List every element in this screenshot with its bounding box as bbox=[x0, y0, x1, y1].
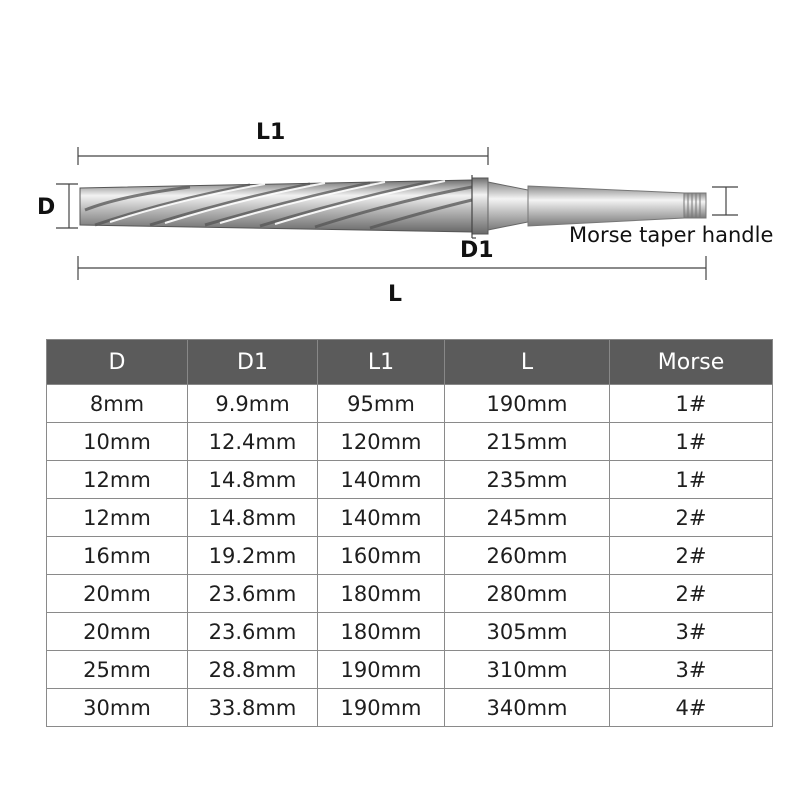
table-row bbox=[47, 613, 773, 651]
cell-morse: 4# bbox=[610, 689, 773, 727]
cell-d: 20mm bbox=[47, 575, 188, 613]
header-morse: Morse bbox=[610, 340, 773, 385]
table-row bbox=[47, 499, 773, 537]
cell-d: 12mm bbox=[47, 461, 188, 499]
header-l1: L1 bbox=[318, 340, 445, 385]
header-d: D bbox=[47, 340, 188, 385]
cell-l1: 140mm bbox=[318, 461, 445, 499]
header-d1: D1 bbox=[188, 340, 318, 385]
l1-dimension-line bbox=[78, 147, 488, 165]
cell-d: 12mm bbox=[47, 499, 188, 537]
fluted-body bbox=[80, 180, 472, 232]
cell-l: 235mm bbox=[445, 461, 610, 499]
table-row bbox=[47, 461, 773, 499]
cell-l: 305mm bbox=[445, 613, 610, 651]
cell-morse: 1# bbox=[610, 423, 773, 461]
cell-d1: 14.8mm bbox=[188, 499, 318, 537]
shank-end-dimension-line bbox=[712, 187, 738, 215]
cell-l: 245mm bbox=[445, 499, 610, 537]
cell-d1: 23.6mm bbox=[188, 575, 318, 613]
reamer-neck bbox=[472, 178, 528, 234]
cell-morse: 1# bbox=[610, 461, 773, 499]
table-row bbox=[47, 651, 773, 689]
cell-morse: 2# bbox=[610, 499, 773, 537]
cell-d: 20mm bbox=[47, 613, 188, 651]
cell-d1: 33.8mm bbox=[188, 689, 318, 727]
cell-d1: 19.2mm bbox=[188, 537, 318, 575]
cell-d: 25mm bbox=[47, 651, 188, 689]
cell-d1: 14.8mm bbox=[188, 461, 318, 499]
spec-table bbox=[46, 339, 773, 727]
l-dimension-line bbox=[78, 256, 706, 280]
l-label: L bbox=[388, 282, 403, 307]
cell-l: 260mm bbox=[445, 537, 610, 575]
cell-l1: 190mm bbox=[318, 689, 445, 727]
cell-d1: 28.8mm bbox=[188, 651, 318, 689]
cell-d1: 23.6mm bbox=[188, 613, 318, 651]
reamer-diagram bbox=[0, 0, 800, 320]
reamer-drawing bbox=[0, 0, 800, 320]
cell-d: 16mm bbox=[47, 537, 188, 575]
cell-morse: 3# bbox=[610, 651, 773, 689]
table-row bbox=[47, 537, 773, 575]
morse-taper-shank bbox=[528, 186, 706, 226]
cell-l: 340mm bbox=[445, 689, 610, 727]
header-l: L bbox=[445, 340, 610, 385]
d-dimension-line bbox=[56, 184, 78, 228]
cell-l1: 180mm bbox=[318, 575, 445, 613]
cell-morse: 2# bbox=[610, 537, 773, 575]
cell-d: 8mm bbox=[47, 385, 188, 423]
table-row bbox=[47, 385, 773, 423]
d1-label: D1 bbox=[460, 238, 494, 263]
cell-d1: 9.9mm bbox=[188, 385, 318, 423]
l1-label: L1 bbox=[256, 120, 286, 145]
table-row bbox=[47, 423, 773, 461]
cell-d1: 12.4mm bbox=[188, 423, 318, 461]
table-row bbox=[47, 575, 773, 613]
cell-d: 30mm bbox=[47, 689, 188, 727]
cell-l: 280mm bbox=[445, 575, 610, 613]
cell-l1: 140mm bbox=[318, 499, 445, 537]
cell-l1: 180mm bbox=[318, 613, 445, 651]
cell-l1: 160mm bbox=[318, 537, 445, 575]
cell-l: 215mm bbox=[445, 423, 610, 461]
cell-l: 190mm bbox=[445, 385, 610, 423]
table-row bbox=[47, 689, 773, 727]
cell-morse: 3# bbox=[610, 613, 773, 651]
morse-taper-caption: Morse taper handle bbox=[569, 223, 774, 247]
cell-d: 10mm bbox=[47, 423, 188, 461]
d-label: D bbox=[37, 195, 56, 220]
table-header-row bbox=[47, 340, 773, 385]
cell-morse: 2# bbox=[610, 575, 773, 613]
cell-l1: 95mm bbox=[318, 385, 445, 423]
cell-l1: 120mm bbox=[318, 423, 445, 461]
cell-l1: 190mm bbox=[318, 651, 445, 689]
cell-morse: 1# bbox=[610, 385, 773, 423]
cell-l: 310mm bbox=[445, 651, 610, 689]
